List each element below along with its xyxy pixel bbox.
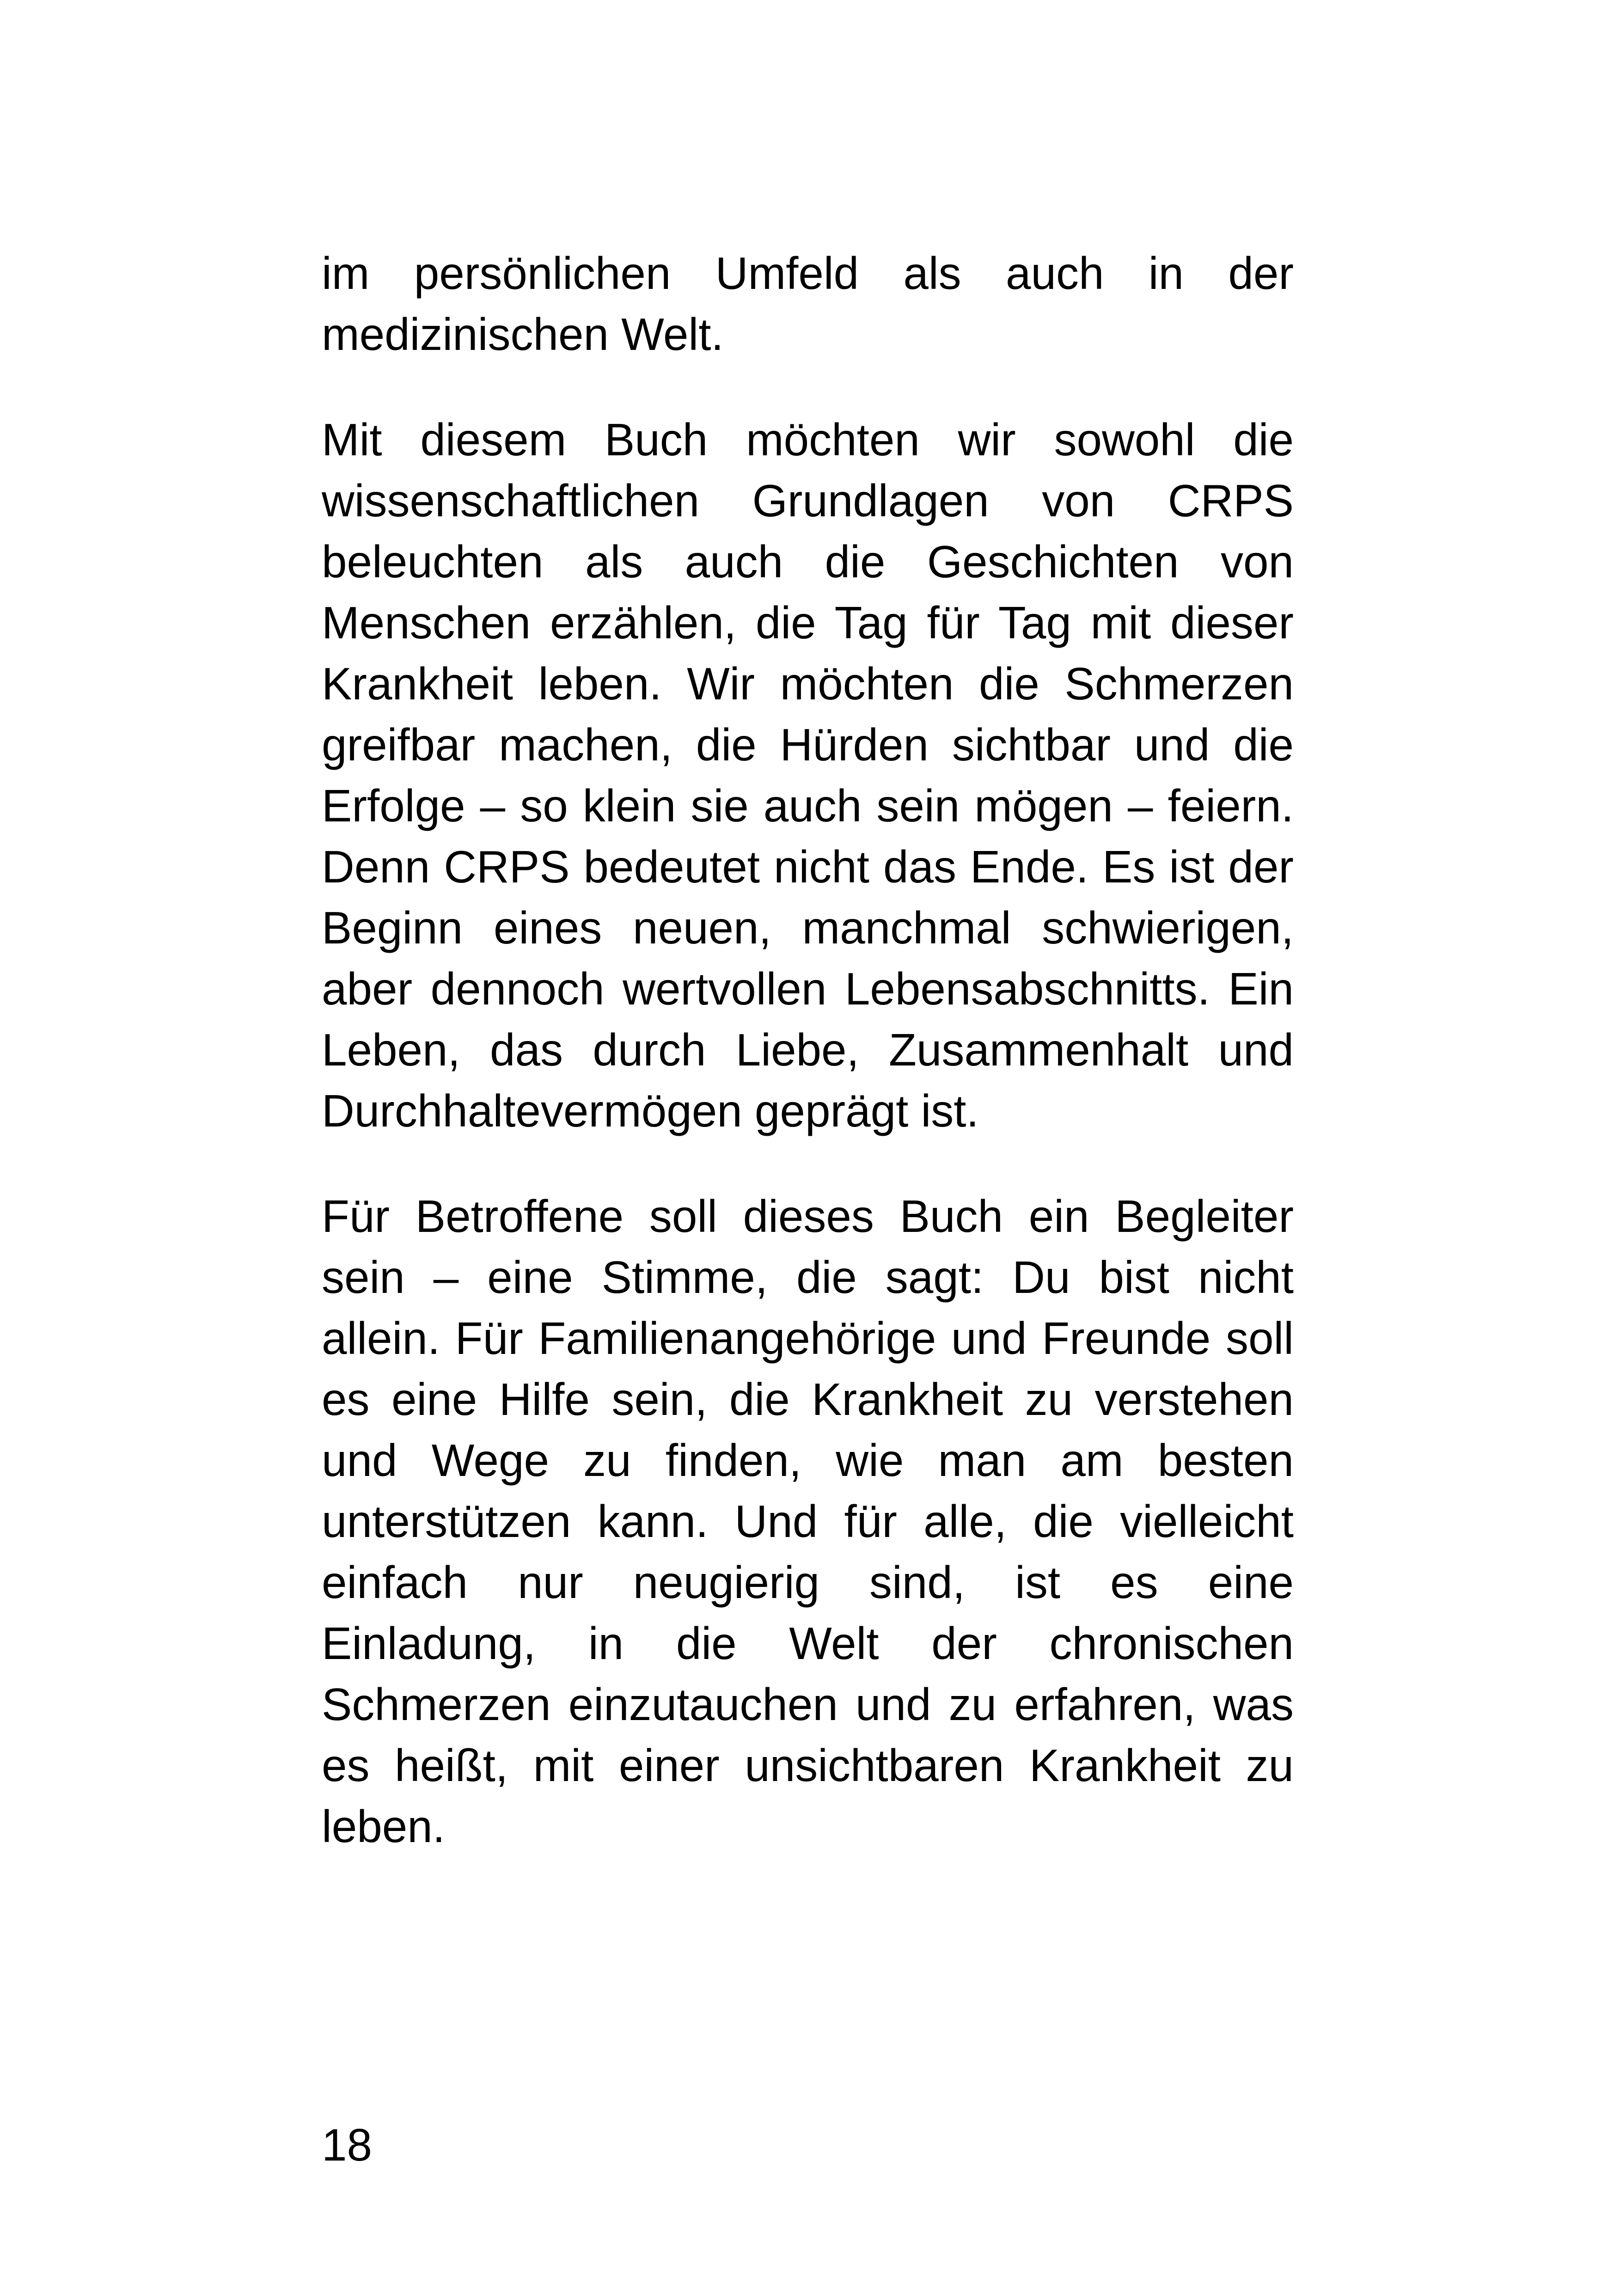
paragraph-1: im persönlichen Umfeld als auch in der medizinischen Welt. <box>322 248 1294 360</box>
page-number: 18 <box>322 2119 373 2170</box>
paragraph-3: Für Betroffene soll dieses Buch ein Begleiter sein – eine Stimme, die sagt: Du bist nicht allein. Für Familienangehörige und Freunde soll es eine Hilfe sein, die Krankheit zu verstehen und Wege zu finden, wie man am besten unterstützen kann. Und für alle, die vielleicht einfach nur neugierig sind, ist es eine Einladung, in die Welt der chronischen Schmerzen einzutauchen und zu erfahren, was es heißt, mit einer unsichtbaren Krankheit zu leben. <box>322 1191 1294 1852</box>
body-text <box>322 243 1294 1857</box>
paragraph-2: Mit diesem Buch möchten wir sowohl die wissenschaftlichen Grundlagen von CRPS beleuchten als auch die Geschichten von Menschen erzählen, die Tag für Tag mit dieser Krankheit leben. Wir möchten die Schmerzen greifbar machen, die Hürden sichtbar und die Erfolge – so klein sie auch sein mögen – feiern. Denn CRPS bedeutet nicht das Ende. Es ist der Beginn eines neuen, manchmal schwierigen, aber dennoch wertvollen Lebensabschnitts. Ein Leben, das durch Liebe, Zusammenhalt und Durchhaltevermögen geprägt ist. <box>322 414 1294 1136</box>
